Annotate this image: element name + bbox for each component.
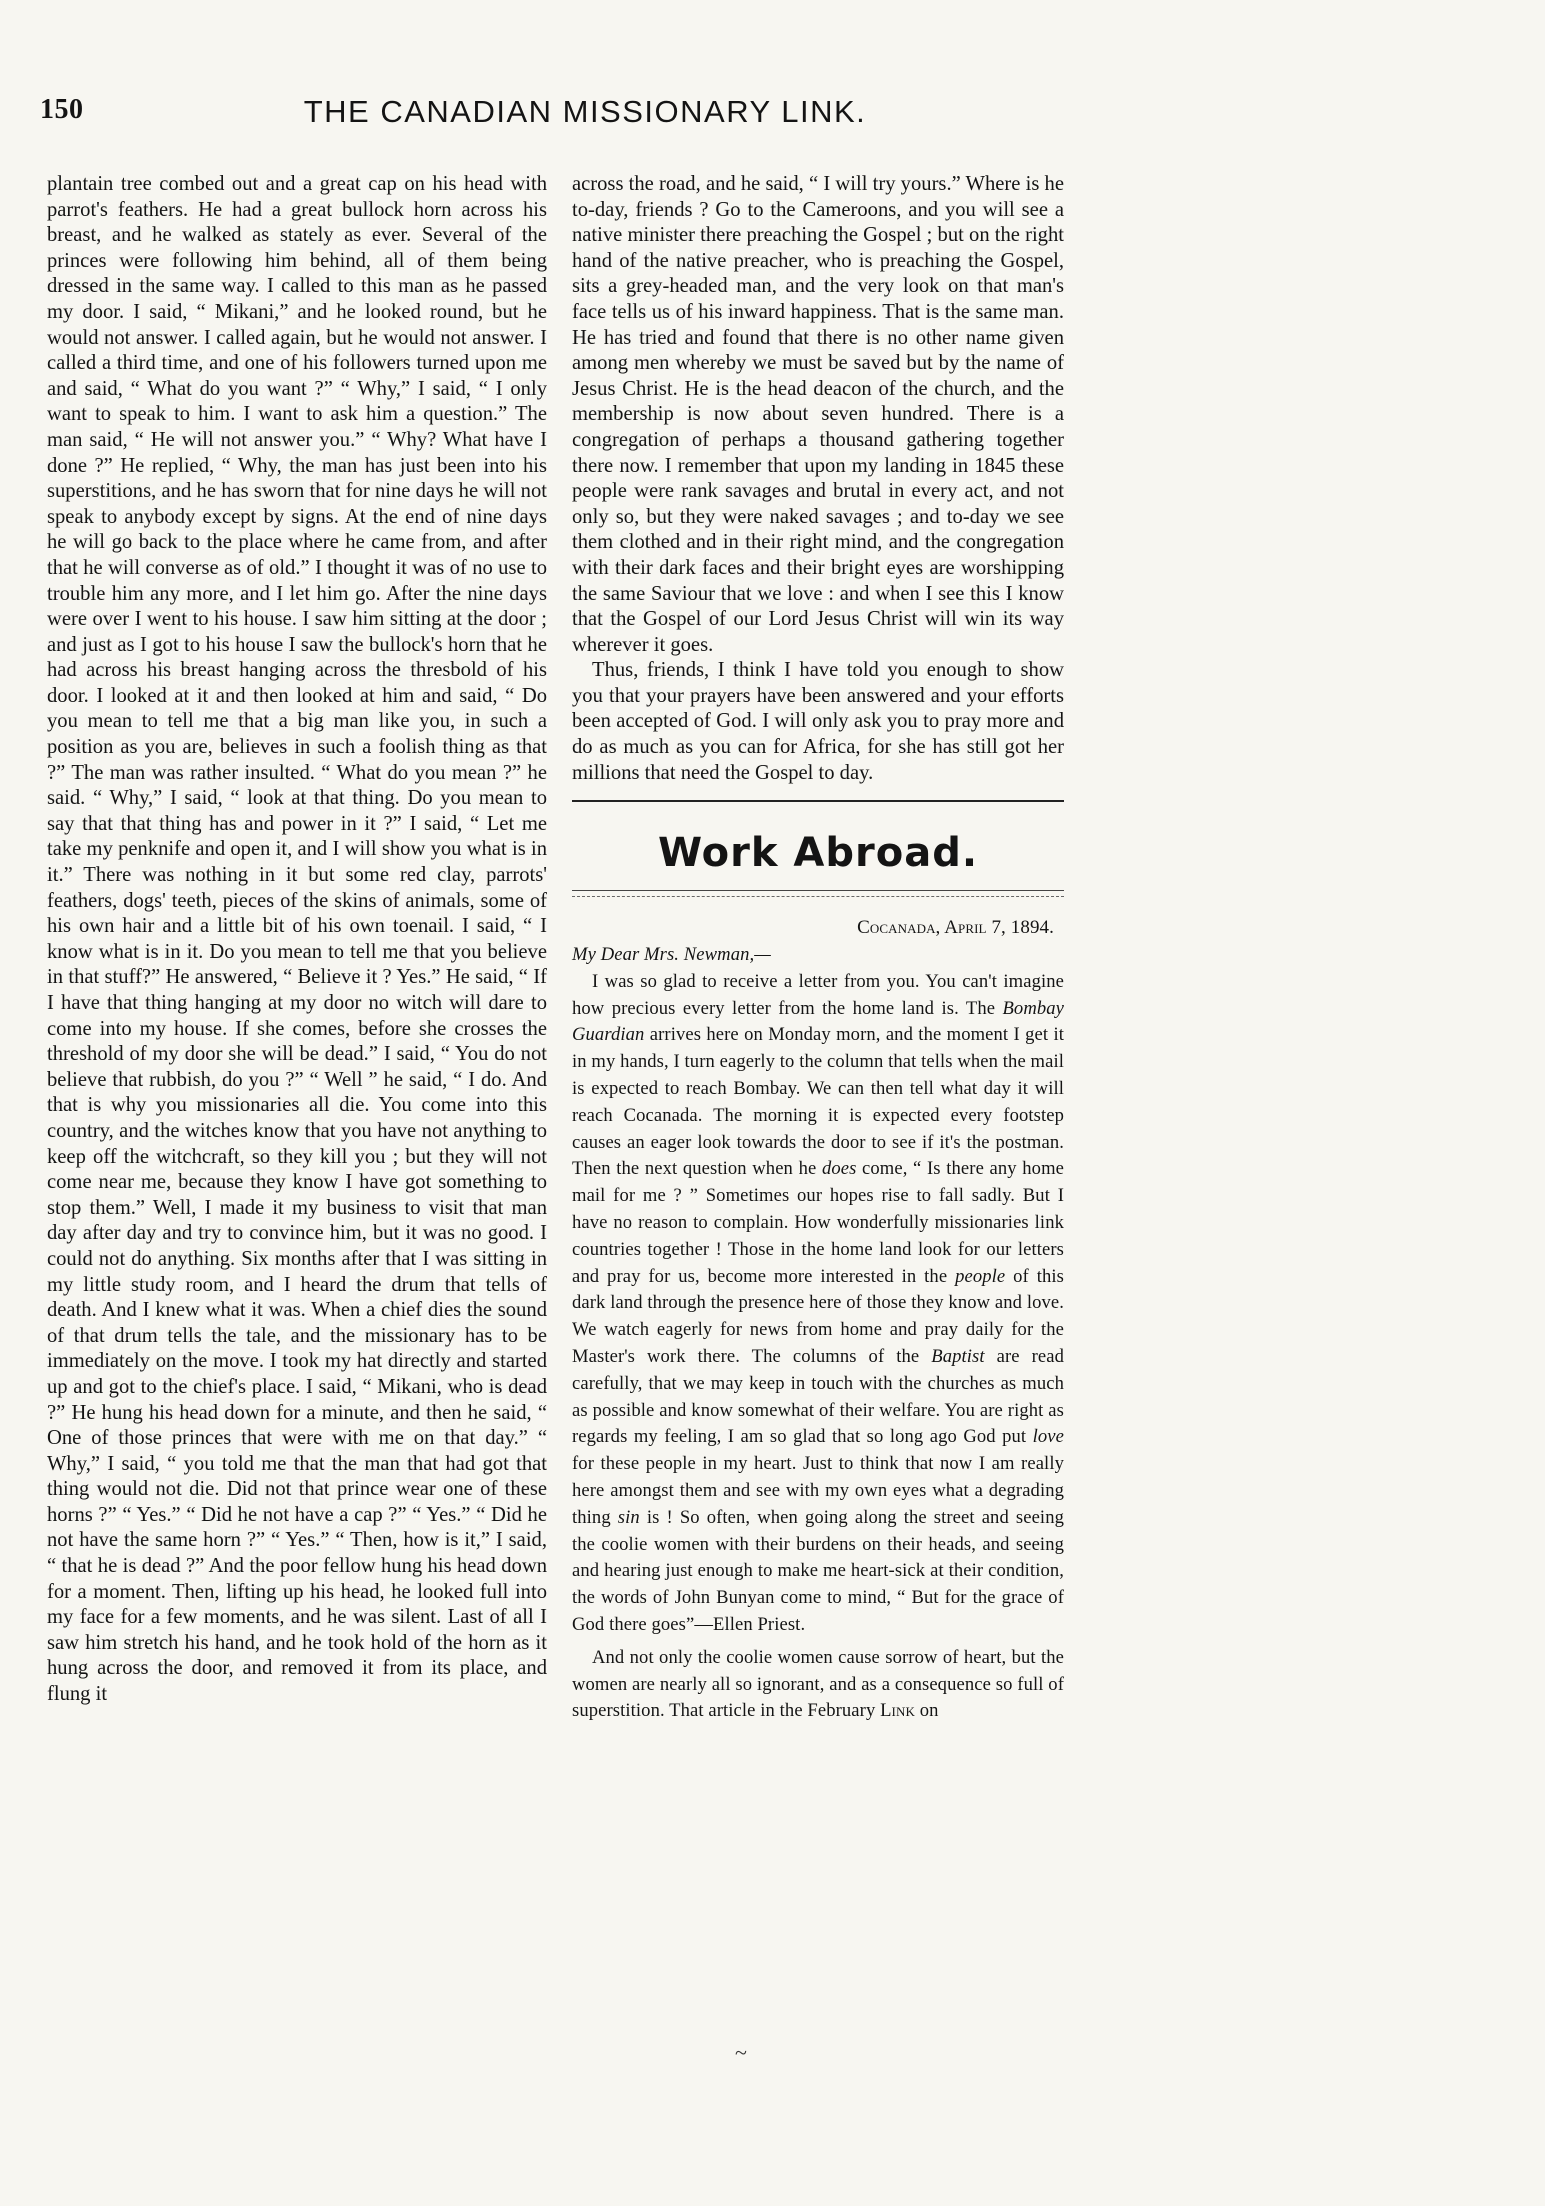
letter-italic-word: does	[821, 1158, 857, 1180]
letter-text: on	[914, 1700, 939, 1722]
letter-salutation: My Dear Mrs. Newman,—	[572, 944, 771, 966]
letter-text: arrives here on Monday morn, and the moment I get it in my hands, I turn eagerly to the column that tells when the mail is expected to reach Bombay. We can then tell what day it will reach Cocanada. The morning it is expected every footstep causes an eager look towards the door to see if it's the postman. Then the next question when he	[572, 1024, 1064, 1180]
left-paragraph: plantain tree combed out and a great cap on his head with parrot's feathers. He had a great bullock horn across his breast, and he walked as stately as ever. Several of the princes were following him behind, all of them being dressed in the same way. I called to this man as he passed my door. I said, “ Mikani,” and he looked round, but he would not answer. I called again, but he would not answer. I called a third time, and one of his followers turned upon me and said, “ What do you want ?” “ Why,” I said, “ I only want to speak to him. I want to ask him a question.” The man said, “ He will not answer you.” “ Why? What have I done ?” He replied, “ Why, the man has just been into his superstitions, and he has sworn that for nine days he will not speak to anybody except by signs. At the end of nine days he will go back to the place where he came from, and after that he will converse as of old.” I thought it was of no use to trouble him any more, and I let him go. After the nine days were over I went to his house. I saw him sitting at the door ; and just as I got to his house I saw the bullock's horn that he had across his breast hanging across the thresbold of his door. I looked at it and then looked at him and said, “ Do you mean to tell me that a big man like you, in such a position as you are, believes in such a foolish thing as that ?” The man was rather insulted. “ What do you mean ?” he said. “ Why,” I said, “ look at that thing. Do you mean to say that that thing has and power in it ?” I said, “ Let me take my penknife and open it, and I will show you what is in it.” There was nothing in it but some red clay, parrots' feathers, dogs' teeth, pieces of the skins of animals, some of his own hair and a little bit of his own toenail. I said, “ I know what is in it. Do you mean to tell me that you believe in that stuff?” He answered, “ Believe it ? Yes.” He said, “ If I have that thing hanging at my door no witch will dare to come into my house. If she comes, before she crosses the threshold of my door she will be dead.” I said, “ You do not believe that rubbish, do you ?” “ Well ” he said, “ I do. And that is why you missionaries all die. You come into this country, and the witches know that you have not anything to keep off the witchcraft, so they kill you ; but they will not come near me, because they know I have got something to stop them.” Well, I made it my business to visit that man day after day and try to convince him, but it was no good. I could not do anything. Six months after that I was sitting in my little study room, and I heard the drum that tells of death. And I knew what it was. When a chief dies the sound of that drum tells the tale, and the missionary has to be immediately on the move. I took my hat directly and started up and got to the chief's place. I said, “ Mikani, who is dead ?” He hung his head down for a minute, and then he said, “ One of those princes that were with me on that day.” “ Why,” I said, “ you told me that the man that had got that thing would not die. Did not that prince wear one of these horns ?” “ Yes.” “ Did he not have a cap ?” “ Yes.” “ Did he not have the same horn ?” “ Yes.” “ Then, how is it,” I said, “ that he is dead ?” And the poor fellow hung his head down for a moment. Then, lifting up his head, he looked full into my face for a few moments, and he was silent. Last of all I saw him stretch his hand, and he took hold of the horn as it hung across the door, and removed it from its place, and flung it	[47, 173, 547, 1706]
section-bottom-rule	[572, 890, 1064, 897]
letter-text: come, “ Is there any home mail for me ? ” Sometimes our hopes rise to fall sadly. But I have no reason to complain. How wonderfully missionaries link countries together ! Those in the home land look for our letters and pray for us, become more interested in the	[572, 1158, 1064, 1287]
right-column	[572, 172, 1064, 1725]
letter-text: for these people in my heart. Just to think that now I am really here amongst them and see with my own eyes what a degrading thing	[572, 1453, 1064, 1528]
page-number: 150	[40, 94, 84, 125]
letter-italic-word: people	[955, 1265, 1006, 1287]
letter-dateline: Cocanada, April 7, 1894.	[857, 917, 1054, 939]
left-column	[47, 172, 547, 2072]
letter-italic-word: love	[1032, 1426, 1064, 1448]
page-header	[40, 94, 1090, 142]
letter-text: of this dark land through the presence here of those they know and love. We watch eagerly for news from home and pray daily for the Master's work there. The columns of the	[572, 1265, 1064, 1367]
letter-paragraph	[572, 969, 1064, 1639]
letter	[572, 915, 1064, 1725]
letter-text: I was so glad to receive a letter from you. You can't imagine how precious every letter from the home land is. The	[572, 970, 1064, 1019]
bottom-mark: ~	[735, 2040, 747, 2065]
letter-text: is ! So often, when going along the street and seeing the coolie women with their burdens on their heads, and seeing and hearing just enough to make me heart-sick at their condition, the words of John Bunyan come to mind, “ But for the grace of God there goes”—Ellen Priest.	[572, 1506, 1064, 1635]
letter-paragraph	[572, 1645, 1064, 1725]
letter-text: And not only the coolie women cause sorrow of heart, but the women are nearly all so ignorant, and as a consequence so full of superstition. That article in the February	[572, 1646, 1064, 1722]
letter-italic-title: Bombay Guardian	[572, 997, 1064, 1046]
right-paragraph-continuation: across the road, and he said, “ I will try yours.” Where is he to-day, friends ? Go to the Cameroons, and you will see a native minister there preaching the Gospel ; but on the right hand of the native preacher, who is preaching the Gospel, sits a grey-headed man, and the very look on that man's face tells us of his inward happiness. That is the same man. He has tried and found that there is no other name given among men whereby we must be saved but by the name of Jesus Christ. He is the head deacon of the church, and the membership is now about seven hundred. There is a congregation of perhaps a thousand gathering together there now. I remember that upon my landing in 1845 these people were rank savages and brutal in every act, and not only so, but they were naked savages ; and to-day we see them clothed and in their right mind, and the congregation with their dark faces and their bright eyes are worshipping the same Saviour that we love : and when I see this I know that the Gospel of our Lord Jesus Christ will win its way wherever it goes.	[572, 173, 1064, 656]
letter-smallcaps-word: Link	[880, 1700, 915, 1722]
letter-italic-word: sin	[617, 1506, 640, 1528]
letter-italic-title: Baptist	[931, 1346, 985, 1367]
journal-title: THE CANADIAN MISSIONARY LINK.	[303, 94, 867, 129]
letter-text: are read carefully, that we may keep in touch with the churches as much as possible and know somewhat of their welfare. You are right as regards my feeling, I am so glad that so long ago God put	[572, 1346, 1064, 1448]
section-heading: Work Abroad.	[657, 830, 979, 877]
right-paragraph-closing: Thus, friends, I think I have told you enough to show you that your prayers have been answered and your efforts been accepted of God. I will only ask you to pray more and do as much as you can for Africa, for she has still got her millions that need the Gospel to day.	[572, 659, 1064, 784]
section-top-rule	[572, 800, 1064, 802]
